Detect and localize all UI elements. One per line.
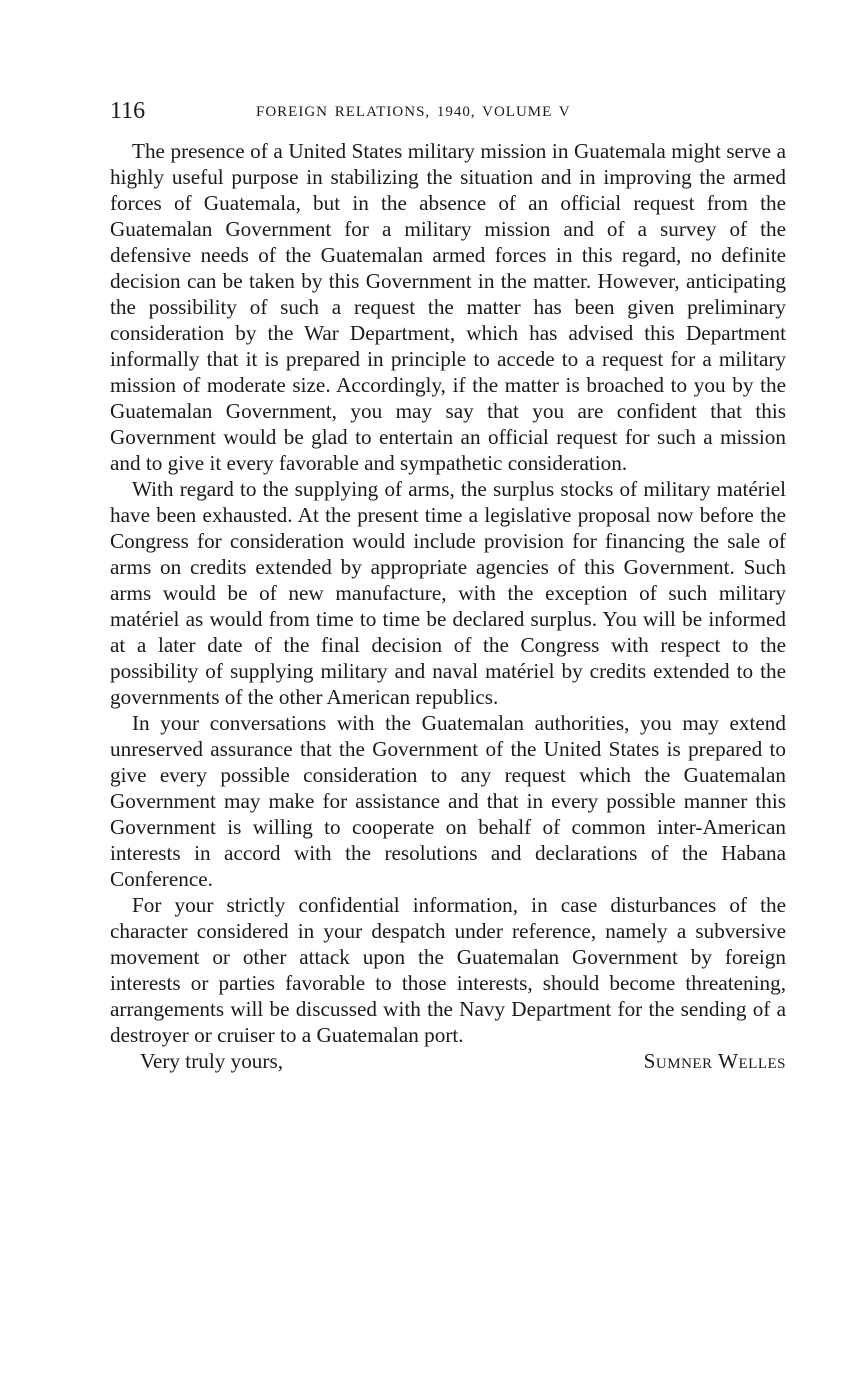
page-number: 116 bbox=[110, 98, 146, 124]
paragraph-assurance: In your conversations with the Guatemalan authorities, you may extend unreserved assurance that the Government of the United States is prepared to give every possible consideration to any request which the Guatemalan Government may make for assistance and that in every possible manner this Government is willing to cooperate on behalf of common inter-American interests in accord with the resolutions and declarations of the Habana Conference. bbox=[110, 711, 786, 891]
running-head bbox=[110, 96, 786, 128]
signature: Sumner Welles bbox=[643, 1049, 786, 1073]
paragraph-confidential: For your strictly confidential information, in case disturbances of the character considered in your despatch under reference, namely a subversive movement or other attack upon the Guatemalan Government by foreign interests or parties favorable to those interests, should become threatening, arrangements will be discussed with the Navy Department for the sending of a destroyer or cruiser to a Guatemalan port. bbox=[110, 893, 786, 1047]
letter-body bbox=[110, 138, 786, 1048]
document-page bbox=[110, 96, 786, 1074]
letter-closing bbox=[110, 1048, 786, 1074]
paragraph-arms-supply: With regard to the supplying of arms, the surplus stocks of military matériel have been exhausted. At the present time a legislative proposal now before the Congress for consideration would include provision for financing the sale of arms on credits extended by appropriate agencies of this Government. Such arms would be of new manufacture, with the exception of such military matériel as would from time to time be declared surplus. You will be informed at a later date of the final decision of the Congress with respect to the possibility of supplying military and naval matériel by credits extended to the governments of the other American republics. bbox=[110, 477, 786, 709]
complimentary-close: Very truly yours, bbox=[140, 1049, 283, 1073]
running-title: FOREIGN RELATIONS, 1940, VOLUME V bbox=[256, 104, 571, 120]
paragraph-military-mission: The presence of a United States military mission in Guatemala might serve a highly useful purpose in stabilizing the situation and in improving the armed forces of Guatemala, but in the absence of an official request from the Guatemalan Government for a military mission and of a survey of the defensive needs of the Guatemalan armed forces in this regard, no definite decision can be taken by this Government in the matter. However, anticipating the possibility of such a request the matter has been given preliminary consideration by the War Department, which has advised this Department informally that it is prepared in principle to accede to a request for a military mission of moderate size. Accordingly, if the matter is broached to you by the Guatemalan Government, you may say that you are confident that this Government would be glad to entertain an official request for such a mission and to give it every favorable and sympathetic consideration. bbox=[110, 139, 786, 475]
